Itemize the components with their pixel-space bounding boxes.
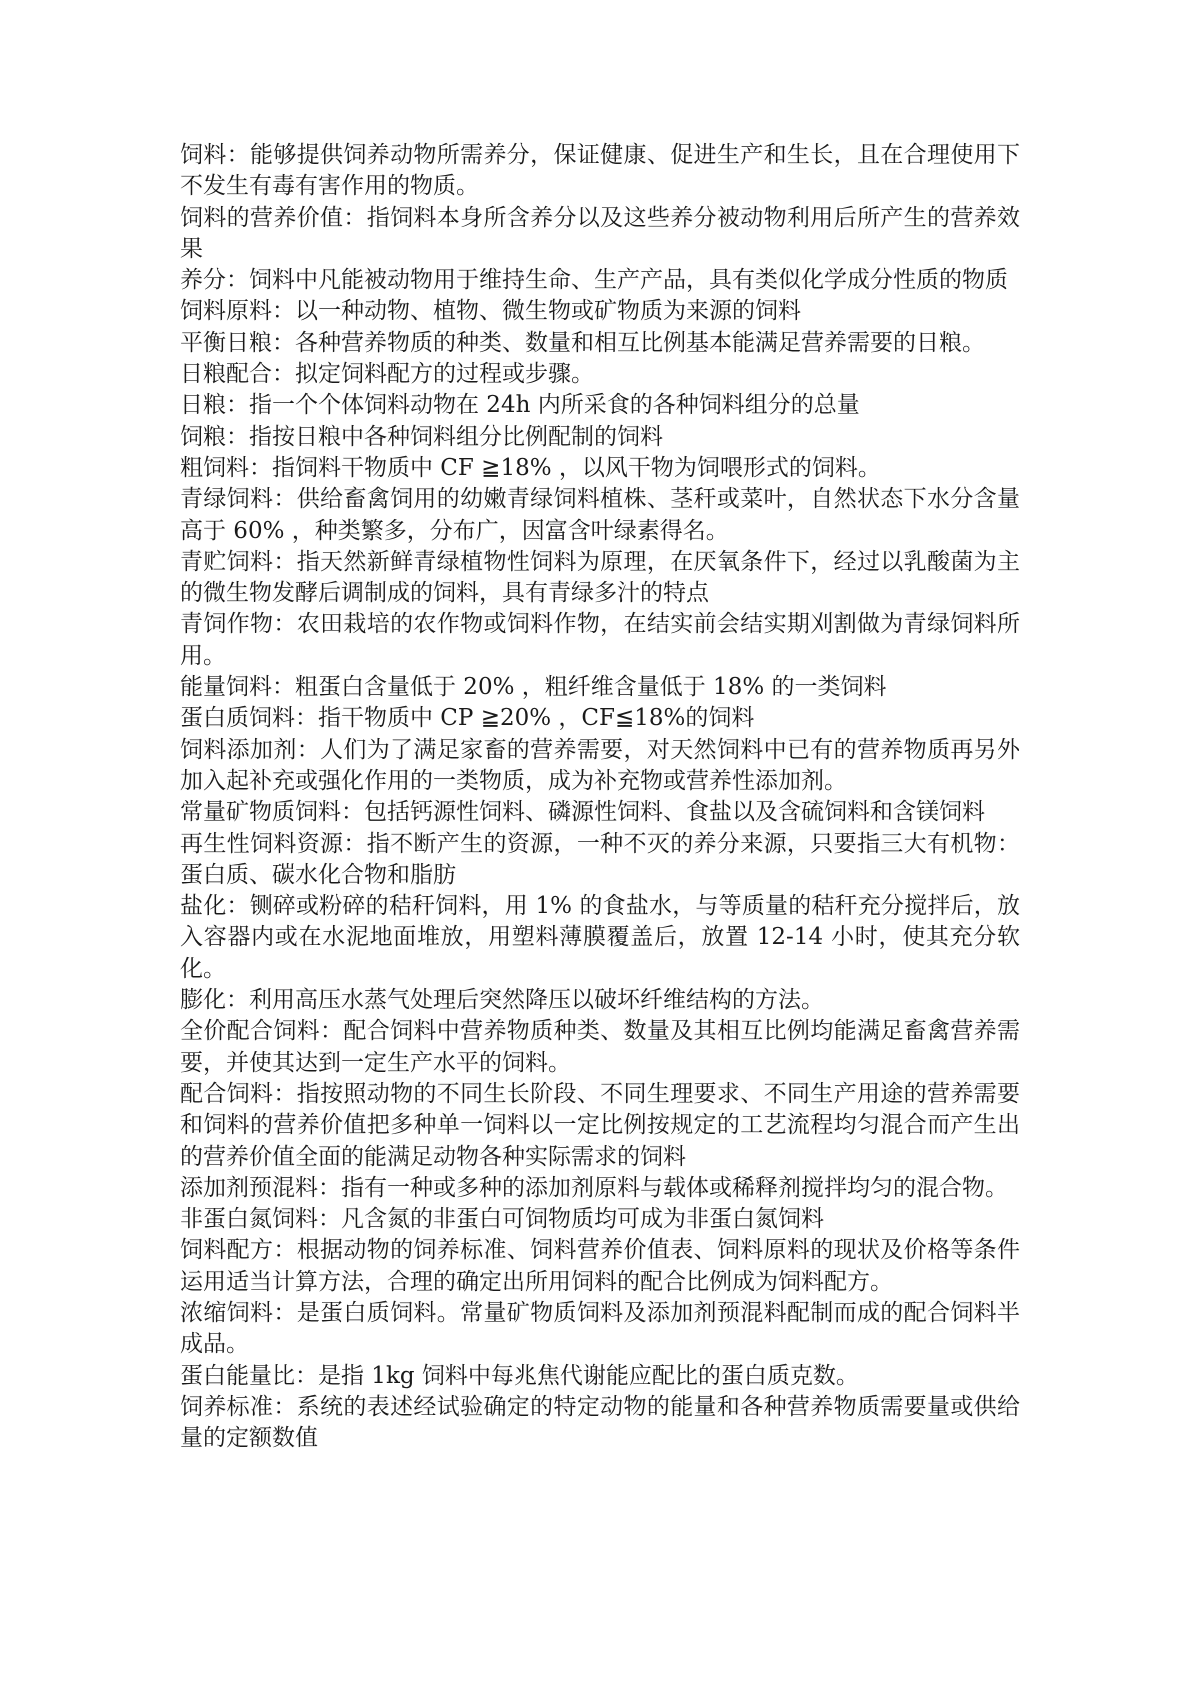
definition-green-forage: 青绿饲料：供给畜禽饲用的幼嫩青绿饲料植株、茎秆或菜叶，自然状态下水分含量高于 60% ，种类繁多，分布广，因富含叶绿素得名。	[180, 486, 1020, 544]
definition-renewable-feed-resource: 再生性饲料资源：指不断产生的资源，一种不灭的养分来源，只要指三大有机物：蛋白质、碳水化合物和脂肪	[180, 830, 1020, 888]
definition-feed-additive: 饲料添加剂：人们为了满足家畜的营养需要，对天然饲料中已有的营养物质再另外加入起补充或强化作用的一类物质，成为补充物或营养性添加剂。	[180, 736, 1020, 794]
definition-npn-feed: 非蛋白氮饲料：凡含氮的非蛋白可饲物质均可成为非蛋白氮饲料	[180, 1206, 824, 1233]
definition-feed: 饲料：能够提供饲养动物所需养分，保证健康、促进生产和生长，且在合理使用下不发生有毒有害作用的物质。	[180, 142, 1020, 200]
definition-macro-mineral-feed: 常量矿物质饲料：包括钙源性饲料、磷源性饲料、食盐以及含硫饲料和含镁饲料	[180, 799, 985, 826]
definition-nutritive-value: 饲料的营养价值：指饲料本身所含养分以及这些养分被动物利用后所产生的营养效果	[180, 204, 1020, 262]
definition-ration: 日粮：指一个个体饲料动物在 24h 内所采食的各种饲料组分的总量	[180, 392, 860, 419]
definition-puffing: 膨化：利用高压水蒸气处理后突然降压以破坏纤维结构的方法。	[180, 987, 824, 1014]
definition-silage: 青贮饲料：指天然新鲜青绿植物性饲料为原理，在厌氧条件下，经过以乳酸菌为主的微生物发酵后调制成的饲料，具有青绿多汁的特点	[180, 548, 1020, 607]
definition-roughage: 粗饲料：指饲料干物质中 CF ≧18% ，以风干物为饲喂形式的饲料。	[180, 454, 881, 481]
definition-feed-ingredient: 饲料原料：以一种动物、植物、微生物或矿物质为来源的饲料	[180, 298, 801, 325]
document-body	[180, 140, 1020, 1454]
definition-diet: 饲粮：指按日粮中各种饲料组分比例配制的饲料	[180, 423, 663, 450]
definition-additive-premix: 添加剂预混料：指有一种或多种的添加剂原料与载体或稀释剂搅拌均匀的混合物。	[180, 1174, 1008, 1201]
definition-concentrate-feed: 浓缩饲料：是蛋白质饲料。常量矿物质饲料及添加剂预混料配制而成的配合饲料半成品。	[180, 1299, 1020, 1358]
definition-salting: 盐化：铡碎或粉碎的秸秆饲料，用 1% 的食盐水，与等质量的秸秆充分搅拌后，放入容器内或在水泥地面堆放，用塑料薄膜覆盖后，放置 12-14 小时，使其充分软化。	[180, 893, 1020, 982]
definition-balanced-ration: 平衡日粮：各种营养物质的种类、数量和相互比例基本能满足营养需要的日粮。	[180, 329, 985, 356]
definition-nutrient: 养分：饲料中凡能被动物用于维持生命、生产产品，具有类似化学成分性质的物质	[180, 267, 1008, 294]
definition-complete-formula-feed: 全价配合饲料：配合饲料中营养物质种类、数量及其相互比例均能满足畜禽营养需要，并使其达到一定生产水平的饲料。	[180, 1018, 1020, 1076]
definition-protein-feed: 蛋白质饲料：指干物质中 CP ≧20% ，CF≦18%的饲料	[180, 705, 755, 732]
definition-energy-feed: 能量饲料：粗蛋白含量低于 20% ，粗纤维含量低于 18% 的一类饲料	[180, 674, 887, 701]
definition-protein-energy-ratio: 蛋白能量比：是指 1kg 饲料中每兆焦代谢能应配比的蛋白质克数。	[180, 1362, 859, 1389]
definition-feeding-standard: 饲养标准：系统的表述经试验确定的特定动物的能量和各种营养物质需要量或供给量的定额数值	[180, 1393, 1020, 1452]
definition-feed-formula: 饲料配方：根据动物的饲养标准、饲料营养价值表、饲料原料的现状及价格等条件运用适当计算方法，合理的确定出所用饲料的配合比例成为饲料配方。	[180, 1237, 1020, 1295]
definition-formula-feed: 配合饲料：指按照动物的不同生长阶段、不同生理要求、不同生产用途的营养需要和饲料的营养价值把多种单一饲料以一定比例按规定的工艺流程均匀混合而产生出的营养价值全面的能满足动物各种实际需求的饲料	[180, 1080, 1020, 1170]
definition-green-fodder-crop: 青饲作物：农田栽培的农作物或饲料作物，在结实前会结实期刈割做为青绿饲料所用。	[180, 611, 1020, 669]
definition-ration-formulation: 日粮配合：拟定饲料配方的过程或步骤。	[180, 361, 594, 388]
